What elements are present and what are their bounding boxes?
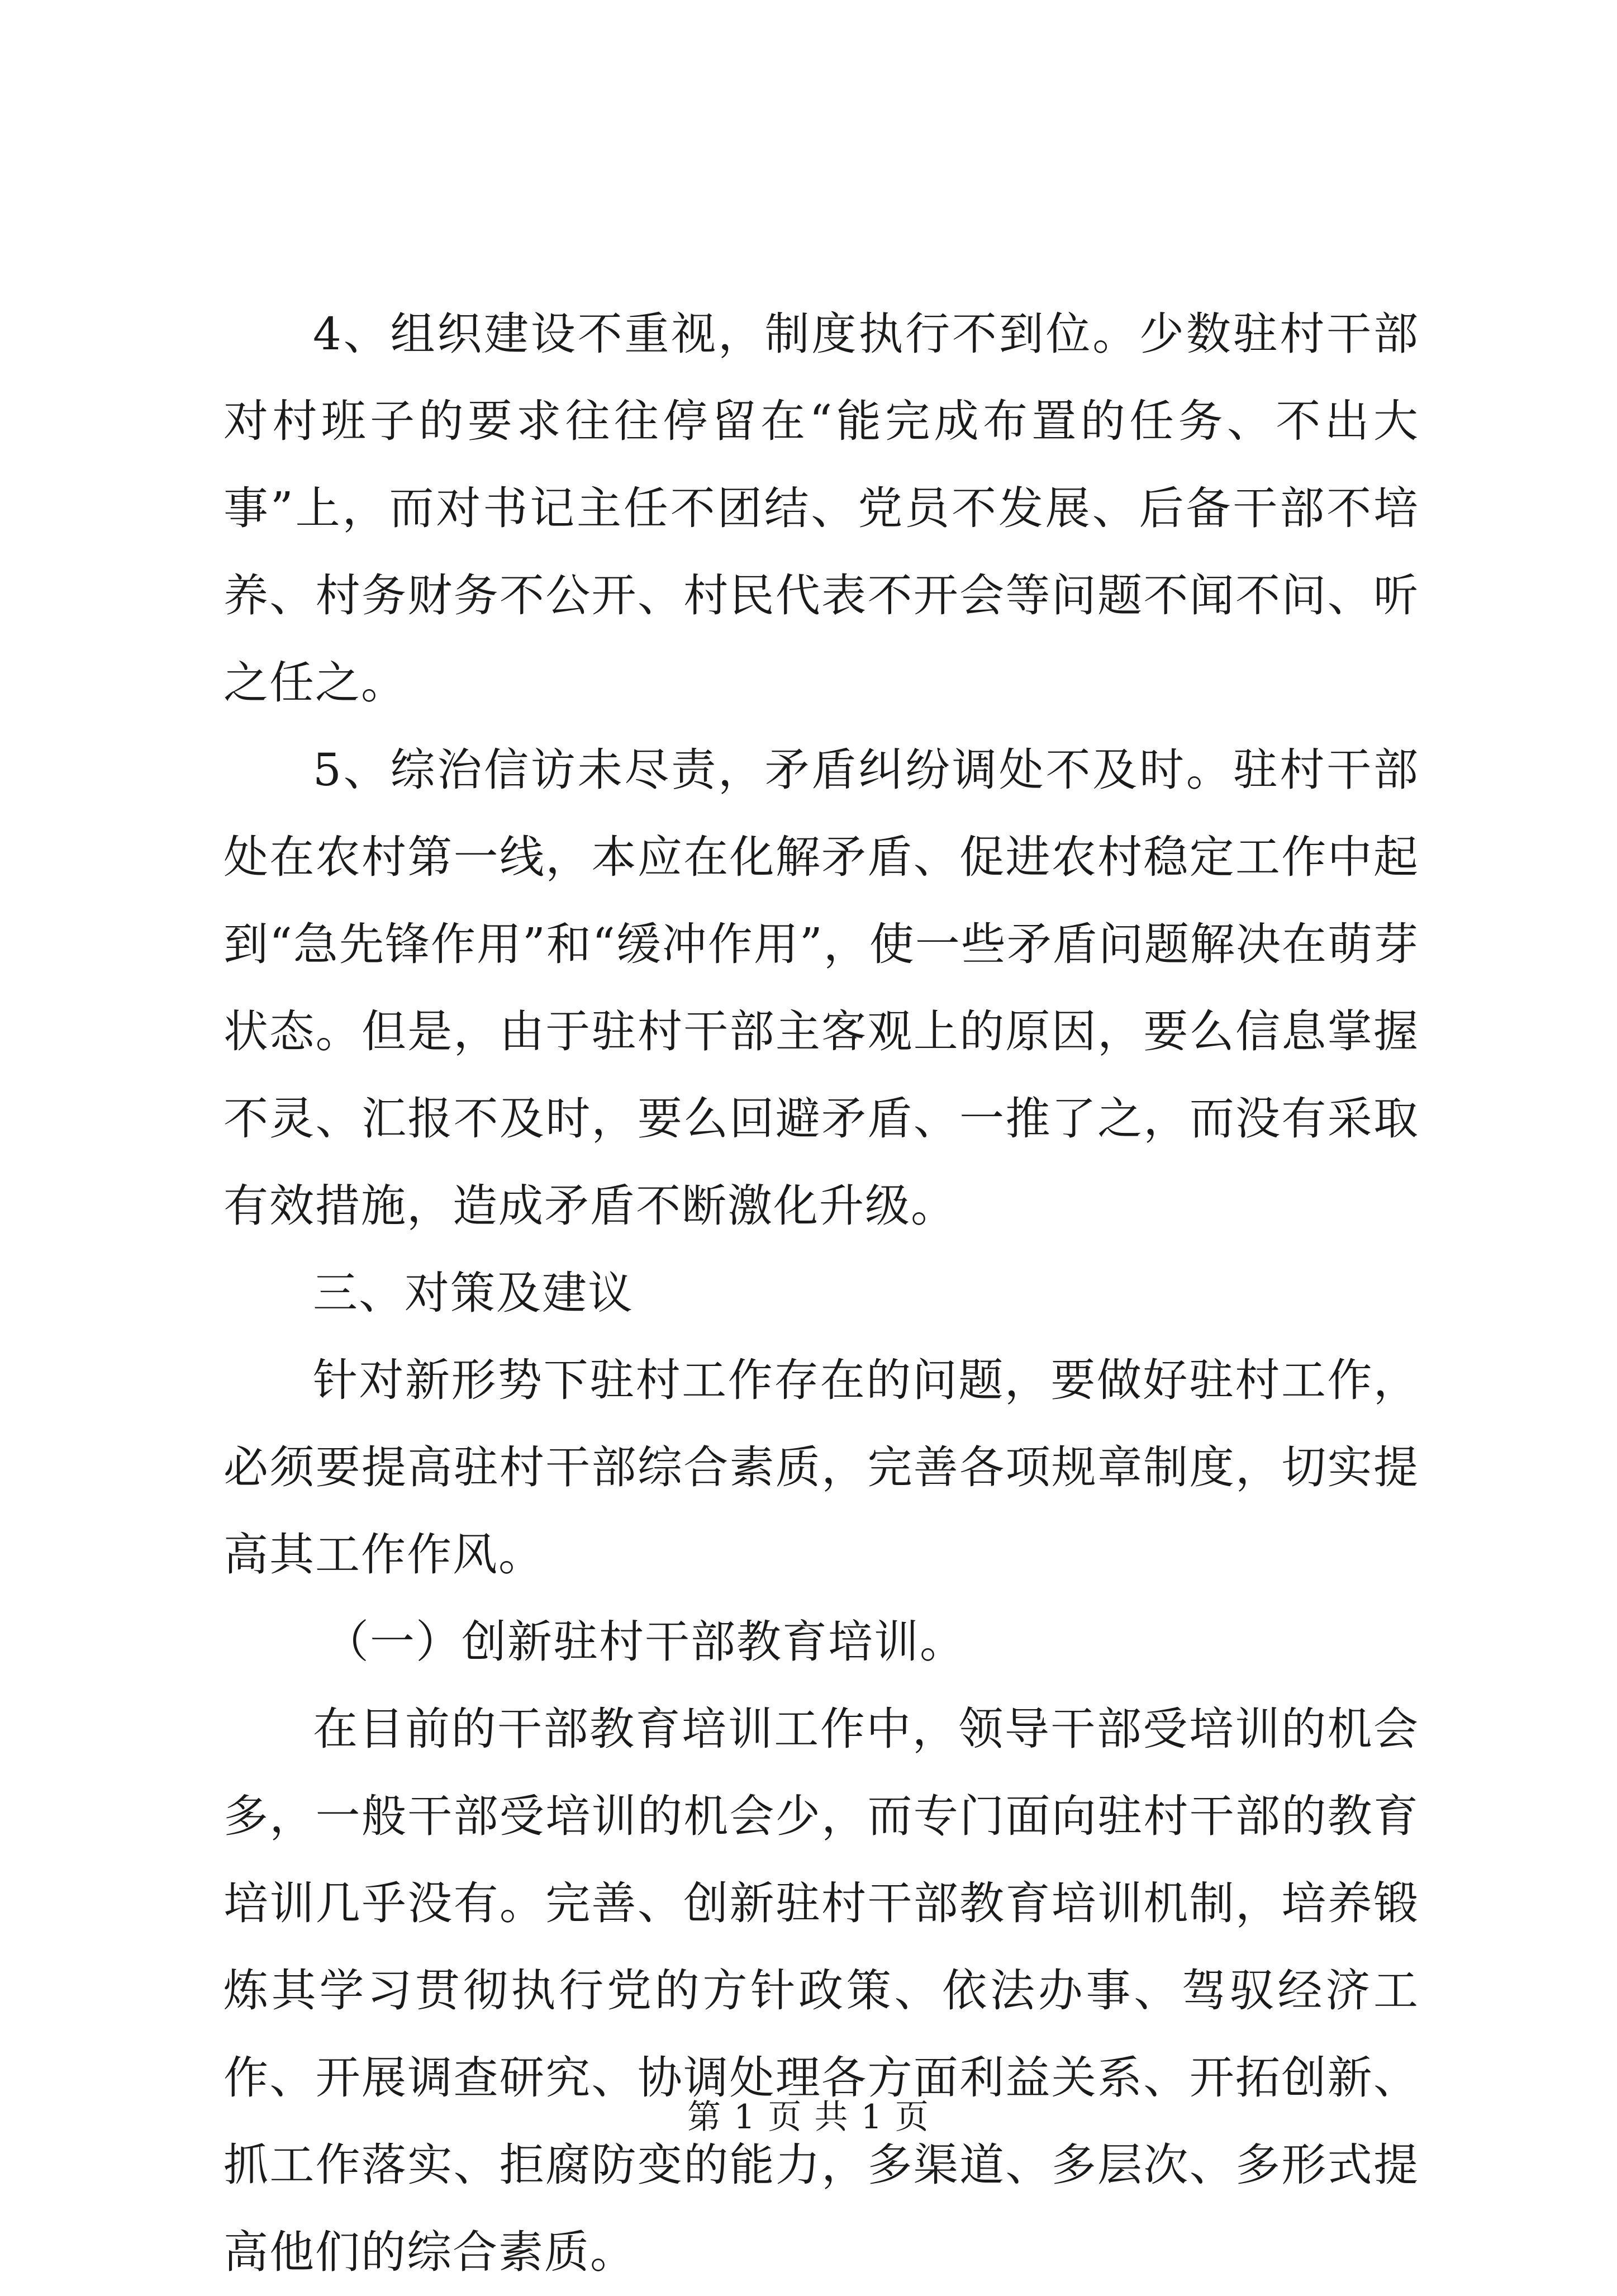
section-heading-3: 三、对策及建议 [313,1267,634,1319]
subsection-body-paragraph: 在目前的干部教育培训工作中，领导干部受培训的机会多，一般干部受培训的机会少，而专门面向驻村干部的教育培训几乎没有。完善、创新驻村干部教育培训机制，培养锻炼其学习贯彻执行党的方针政策、依法办事、驾驭经济工作、开展调查研究、协调处理各方面利益关系、开拓创新、抓工作落实、拒腐防变的能力，多渠道、多层次、多形式提高他们的综合素质。 [223,1703,1419,2278]
section-intro-paragraph: 针对新形势下驻村工作存在的问题，要做好驻村工作，必须要提高驻村干部综合素质，完善各项规章制度，切实提高其工作作风。 [223,1354,1419,1581]
paragraph-item-5: 5、综治信访未尽责，矛盾纠纷调处不及时。驻村干部处在农村第一线，本应在化解矛盾、促进农村稳定工作中起到“急先锋作用”和“缓冲作用”，使一些矛盾问题解决在萌芽状态。但是，由于驻村干部主客观上的原因，要么信息掌握不灵、汇报不及时，要么回避矛盾、一推了之，而没有采取有效措施，造成矛盾不断激化升级。 [223,744,1419,1232]
document-body [223,291,1419,2296]
paragraph-item-4: 4、组织建设不重视，制度执行不到位。少数驻村干部对村班子的要求往往停留在“能完成布置的任务、不出大事”上，而对书记主任不团结、党员不发展、后备干部不培养、村务财务不公开、村民代表不开会等问题不闻不问、听之任之。 [223,308,1419,709]
page-number-footer: 第 1 页 共 1 页 [687,2098,930,2137]
subsection-heading-1: （一）创新驻村干部教育培训。 [324,1616,966,1668]
